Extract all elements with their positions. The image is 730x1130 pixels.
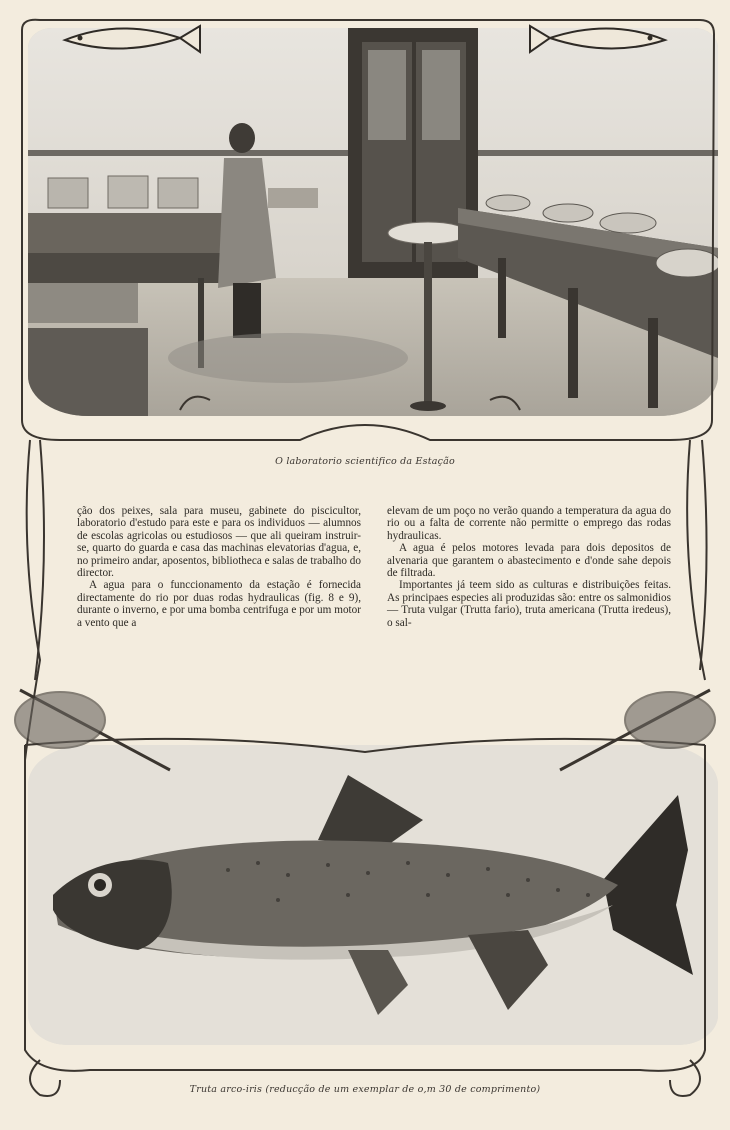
fish-ornament-left-icon bbox=[65, 26, 200, 52]
trout-caption: Truta arco-iris (reducção de um exemplar de o,m 30 de comprimento) bbox=[189, 1084, 541, 1095]
fish-ornament-right-icon bbox=[530, 26, 665, 52]
laboratory-caption: O laboratorio scientifico da Estação bbox=[275, 456, 455, 467]
paragraph: Importantes já teem sido as culturas e distribuições feitas. As principaes especies ali produzidas são: entre os salmonidios — Truta vulgar (Trutta fario), truta americana (Trutta iredeus), o sal- bbox=[387, 579, 671, 629]
text-column-right bbox=[387, 505, 671, 629]
paragraph: ção dos peixes, sala para museu, gabinete do piscicultor, laboratorio d'estudo para este e para os individuos — alumnos de escolas agricolas ou estudiosos — que ali queiram instruir-se, quarto do guarda e casa das machinas elevatorias d'agua, e, no primeiro andar, aposentos, bibliotheca e salas de trabalho do director. bbox=[77, 505, 361, 580]
paragraph: A agua é pelos motores levada para dois depositos de alvenaria que garantem o abastecimento e d'onde sahe depois de filtrada. bbox=[387, 542, 671, 580]
paragraph: A agua para o funccionamento da estação é fornecida directamente do rio por duas rodas hydraulicas (fig. 8 e 9), durante o inverno, e por uma bomba centrifuga e por um motor a vento que a bbox=[77, 579, 361, 629]
text-column-left bbox=[77, 505, 361, 629]
paragraph: elevam de um poço no verão quando a temperatura da agua do rio ou a falta de corrente não permitte o emprego das rodas hydraulicas. bbox=[387, 505, 671, 542]
